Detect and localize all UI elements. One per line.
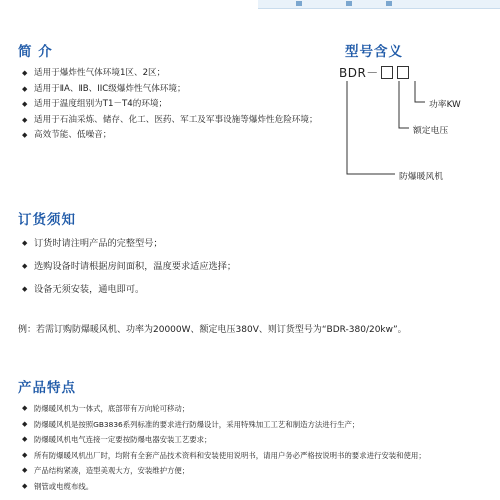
bullet-icon: ◆ [22,239,28,247]
bullet-icon: ◆ [22,450,28,459]
bar-marker [346,1,352,6]
label-name: 防爆暖风机 [399,172,443,182]
bullet-icon: ◆ [22,131,28,140]
list-item: ◆ 适用于石油采炼、储存、化工、医药、军工及军事设施等爆炸性危险环境； [20,113,318,129]
list-item: ◆ 适用于ⅡA、ⅡB、IIC级爆炸性气体环境； [20,82,318,98]
top-scroll-bar [258,0,500,9]
bullet-icon: ◆ [22,404,28,412]
model-prefix: BDR－ [339,66,379,80]
bar-marker [386,1,392,6]
list-item: ◆ 选购设备时请根据房间面积，温度要求适应选择； [20,255,236,278]
bullet-icon: ◆ [22,435,28,443]
model-heading: 型号含义 [345,44,403,60]
bullet-icon: ◆ [22,285,28,293]
features-list [20,401,426,494]
list-item: ◆ 订货时请注明产品的完整型号； [20,232,236,255]
bar-marker [296,1,302,6]
bullet-icon: ◆ [22,84,28,93]
list-item: ◆ 设备无须安装，通电即可。 [20,278,236,301]
bullet-icon: ◆ [22,262,28,270]
bullet-icon: ◆ [22,115,28,124]
bullet-icon: ◆ [22,419,28,428]
ordering-heading: 订货须知 [18,212,76,228]
intro-list [20,66,318,144]
label-voltage: 额定电压 [413,126,449,136]
bullet-icon: ◆ [22,481,28,490]
list-item: ◆ 防爆暖风机为一体式，底部带有万向轮可移动； [20,401,426,417]
list-item: ◆ 所有防爆暖风机出厂时，均附有全套产品技术资料和安装使用说明书，请用户务必严格按说明书的要求进行安装和使用； [20,448,426,464]
list-item: ◆ 适用于温度组别为T1－T4的环境； [20,97,318,113]
list-item: ◆ 防爆暖风机是按照GB3836系列标准的要求进行防爆设计，采用特殊加工工艺和制造方法进行生产； [20,417,426,433]
list-item: ◆ 适用于爆炸性气体环境1区、2区； [20,66,318,82]
intro-heading: 简 介 [18,44,53,60]
bullet-icon: ◆ [22,100,28,109]
bullet-icon: ◆ [22,466,28,474]
features-heading: 产品特点 [18,380,76,396]
list-item: ◆ 产品结构紧凑，造型美观大方，安装维护方便； [20,463,426,479]
code-box-power [397,66,409,79]
list-item: ◆ 防爆暖风机电气连接一定要按防爆电器安装工艺要求； [20,432,426,448]
order-example: 例：若需订购防爆暖风机、功率为20000W、额定电压380V、则订货型号为“BDR-380/20kw”。 [18,325,407,335]
model-code-diagram [335,64,495,184]
code-box-voltage [381,66,393,79]
bullet-icon: ◆ [22,69,28,77]
ordering-list [20,232,236,301]
list-item: ◆ 高效节能、低噪音； [20,128,318,144]
list-item: ◆ 钢管或电缆布线。 [20,479,426,495]
model-code [339,64,411,81]
label-power: 功率KW [429,100,461,110]
